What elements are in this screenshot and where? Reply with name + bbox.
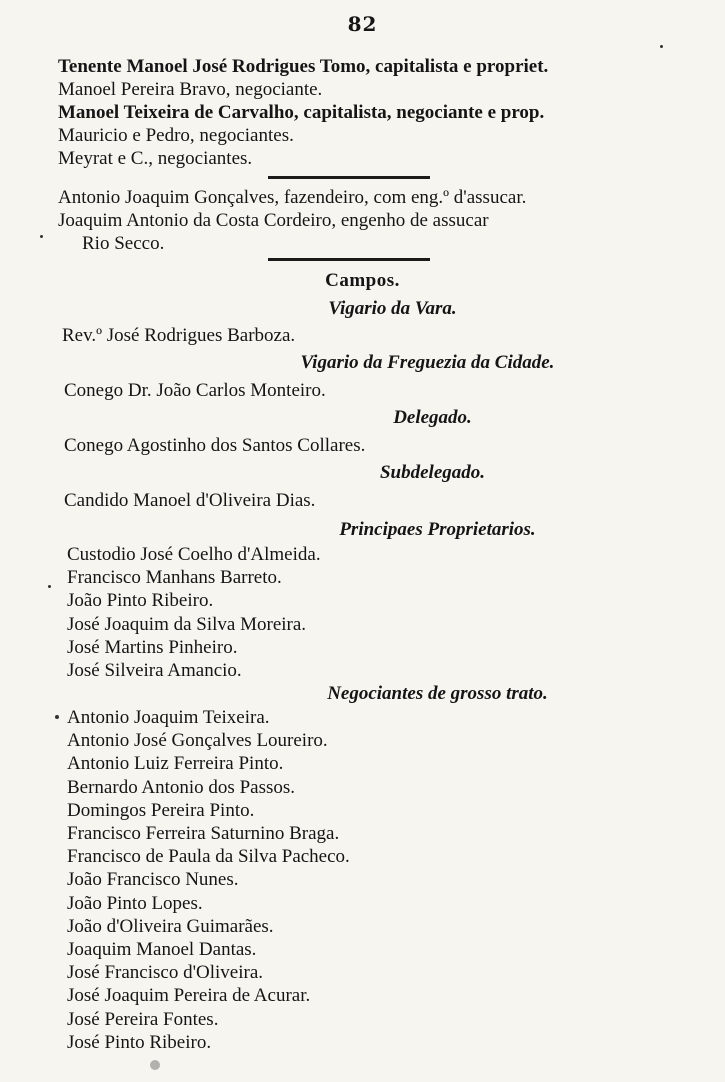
- entry-subdelegado: Candido Manoel d'Oliveira Dias.: [64, 490, 316, 511]
- list-item: Bernardo Antonio dos Passos.: [67, 776, 295, 798]
- print-speck: [55, 715, 59, 719]
- list-item: José Pinto Ribeiro.: [67, 1031, 212, 1053]
- section-divider: [268, 258, 430, 261]
- list-item: Francisco de Paula da Silva Pacheco.: [67, 846, 350, 868]
- entry-line: Manoel Teixeira de Carvalho, capitalista, negociante e prop.: [58, 102, 545, 123]
- list-item: José Joaquim Pereira de Acurar.: [67, 985, 311, 1007]
- list-item: João Francisco Nunes.: [67, 869, 239, 891]
- heading-subdelegado: Subdelegado.: [379, 462, 486, 483]
- list-proprietarios: [67, 543, 321, 682]
- heading-proprietarios: Principaes Proprietarios.: [339, 519, 536, 540]
- print-speck: [150, 1060, 160, 1070]
- heading-negociantes: Negociantes de grosso trato.: [327, 683, 548, 704]
- list-item: João Pinto Ribeiro.: [67, 590, 214, 612]
- page-number: 82: [347, 12, 378, 36]
- entry-line: Manoel Pereira Bravo, negociante.: [58, 79, 323, 100]
- list-item: José Francisco d'Oliveira.: [67, 962, 264, 984]
- list-item: Antonio Joaquim Teixeira.: [67, 707, 270, 728]
- list-item: José Joaquim da Silva Moreira.: [67, 613, 307, 635]
- list-item: José Silveira Amancio.: [67, 660, 242, 682]
- section-divider: [268, 176, 430, 179]
- list-negociantes: [67, 706, 350, 1054]
- entry-line: Tenente Manoel José Rodrigues Tomo, capitalista e propriet.: [58, 56, 549, 77]
- section-capitalists: [58, 55, 658, 170]
- entry-line: Rio Secco.: [82, 233, 165, 254]
- entry-line: Meyrat e C., negociantes.: [58, 148, 253, 169]
- heading-delegado: Delegado.: [393, 407, 472, 428]
- entry-line: Antonio Joaquim Gonçalves, fazendeiro, com eng.º d'assucar.: [58, 187, 527, 208]
- print-speck: [48, 585, 51, 588]
- entry-vigario-vara: Rev.º José Rodrigues Barboza.: [62, 325, 296, 346]
- list-item: José Pereira Fontes.: [67, 1008, 219, 1030]
- list-item: Custodio José Coelho d'Almeida.: [67, 544, 321, 565]
- list-item: Joaquim Manoel Dantas.: [67, 939, 257, 961]
- list-item: Antonio Luiz Ferreira Pinto.: [67, 753, 284, 775]
- entry-vigario-freguezia: Conego Dr. João Carlos Monteiro.: [64, 380, 326, 401]
- heading-vigario-freguezia: Vigario da Freguezia da Cidade.: [300, 352, 555, 373]
- heading-campos: Campos.: [325, 270, 400, 291]
- entry-line: Joaquim Antonio da Costa Cordeiro, engenho de assucar: [58, 210, 489, 231]
- heading-vigario-vara: Vigario da Vara.: [328, 298, 457, 319]
- entry-delegado: Conego Agostinho dos Santos Collares.: [64, 435, 366, 456]
- list-item: Antonio José Gonçalves Loureiro.: [67, 730, 328, 752]
- list-item: Domingos Pereira Pinto.: [67, 799, 255, 821]
- list-item: Francisco Ferreira Saturnino Braga.: [67, 823, 340, 845]
- entry-line: Mauricio e Pedro, negociantes.: [58, 125, 294, 146]
- list-item: José Martins Pinheiro.: [67, 636, 238, 658]
- list-item: João Pinto Lopes.: [67, 892, 203, 914]
- section-sugar-mills: [58, 186, 658, 255]
- print-speck: [40, 235, 43, 238]
- list-item: Francisco Manhans Barreto.: [67, 567, 282, 589]
- list-item: João d'Oliveira Guimarães.: [67, 915, 274, 937]
- print-speck: [660, 45, 663, 48]
